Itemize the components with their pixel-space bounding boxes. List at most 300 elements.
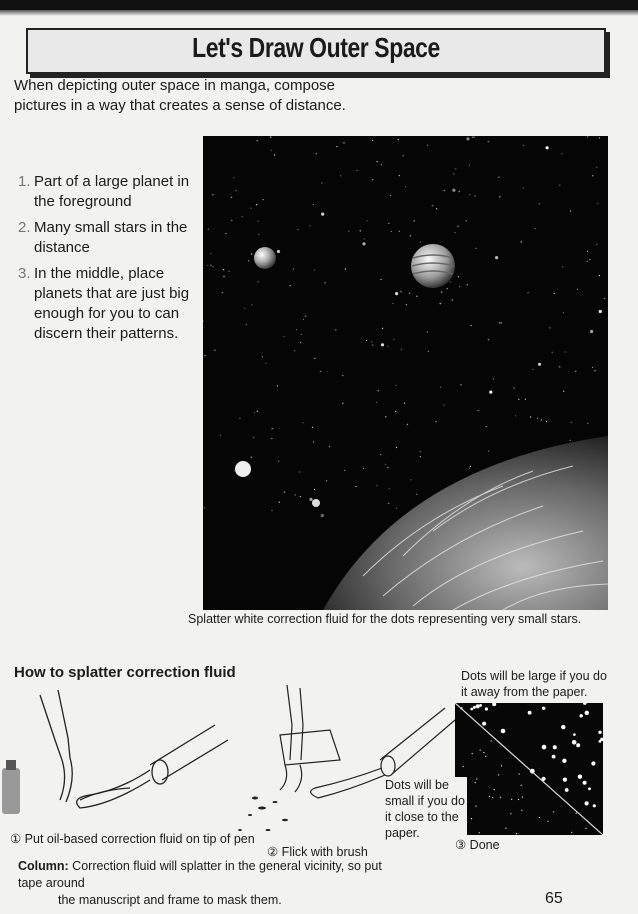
star-dot <box>372 140 373 141</box>
star-dot <box>495 256 498 259</box>
star-dot <box>239 418 240 419</box>
star-dot <box>482 722 486 726</box>
star-dot <box>528 711 532 715</box>
star-dot <box>476 806 477 807</box>
star-dot <box>519 773 520 774</box>
star-dot <box>236 190 237 191</box>
star-dot <box>355 486 356 487</box>
star-dot <box>251 253 252 254</box>
star-dot <box>483 752 484 753</box>
star-dot <box>427 331 428 332</box>
star-dot <box>223 276 224 277</box>
star-dot <box>382 328 383 329</box>
star-dot <box>262 356 263 357</box>
star-dot <box>563 391 564 392</box>
star-dot <box>479 832 480 833</box>
star-dot <box>591 761 595 765</box>
star-dot <box>549 327 550 328</box>
column-note <box>18 858 398 909</box>
star-dot <box>489 796 490 797</box>
star-dot <box>553 811 554 812</box>
star-dot <box>598 731 601 734</box>
star-dot <box>452 189 455 192</box>
star-dot <box>589 259 590 260</box>
star-dot <box>593 804 596 807</box>
step-label-one: ① Put oil-based correction fluid on tip of pen <box>10 832 255 846</box>
star-dot <box>466 137 469 140</box>
star-dot <box>475 248 476 249</box>
star-dot <box>485 707 488 710</box>
star-dot <box>599 275 600 276</box>
star-dot <box>432 205 433 206</box>
star-dot <box>212 194 213 195</box>
star-dot <box>500 797 501 798</box>
star-dot <box>303 319 304 320</box>
star-dot <box>207 265 208 266</box>
star-dot <box>488 339 489 340</box>
star-dot <box>313 204 314 205</box>
star-dot <box>329 446 330 447</box>
star-dot <box>585 711 589 715</box>
star-dot <box>251 457 252 458</box>
star-dot <box>399 231 400 232</box>
star-dot <box>248 260 249 261</box>
star-dot <box>312 427 313 428</box>
star-dot <box>301 334 302 335</box>
star-dot <box>395 385 396 386</box>
star-dot <box>233 177 234 178</box>
star-dot <box>400 291 401 292</box>
star-dot <box>546 146 549 149</box>
star-dot <box>523 145 524 146</box>
star-dot <box>313 441 314 442</box>
star-dot <box>561 153 562 154</box>
star-dot <box>498 774 499 775</box>
star-dot <box>360 230 361 231</box>
star-dot <box>565 351 566 352</box>
star-dot <box>587 423 588 424</box>
star-dot <box>398 139 399 140</box>
star-dot <box>493 378 494 379</box>
star-dot <box>604 298 605 299</box>
star-dot <box>494 789 495 790</box>
star-dot <box>300 496 301 497</box>
star-dot <box>272 428 273 429</box>
star-dot <box>518 399 519 400</box>
star-dot <box>257 411 258 412</box>
star-dot <box>345 268 346 269</box>
star-dot <box>296 329 297 330</box>
star-dot <box>572 740 577 745</box>
star-dot <box>597 203 598 204</box>
column-text-line2: the manuscript and frame to mask them. <box>58 893 282 907</box>
star-dot <box>371 341 372 342</box>
star-dot <box>300 342 301 343</box>
star-dot <box>393 339 394 340</box>
star-dot <box>441 292 442 293</box>
star-dot <box>530 416 531 417</box>
star-dot <box>231 220 232 221</box>
star-dot <box>401 349 402 350</box>
star-dot <box>228 271 229 272</box>
star-dot <box>391 231 392 232</box>
star-dot <box>279 502 280 503</box>
star-dot <box>580 714 583 717</box>
star-dot <box>539 817 540 818</box>
steps-list <box>18 172 203 350</box>
star-dot <box>546 421 547 422</box>
star-dot <box>428 351 429 352</box>
star-dot <box>271 510 272 511</box>
star-dot <box>342 375 343 376</box>
star-dot <box>577 289 578 290</box>
star-dot <box>392 303 393 304</box>
star-dot <box>377 161 378 162</box>
star-dot <box>476 778 477 779</box>
star-dot <box>528 292 529 293</box>
star-dot <box>583 703 587 705</box>
star-dot <box>436 208 437 209</box>
star-dot <box>253 437 254 438</box>
star-dot <box>587 136 588 137</box>
star-dot <box>407 424 408 425</box>
star-dot <box>563 312 564 313</box>
star-dot <box>475 195 476 196</box>
star-dot <box>385 464 386 465</box>
star-dot <box>492 797 493 798</box>
star-dot <box>378 390 379 391</box>
star-dot <box>594 370 595 371</box>
star-dot <box>223 269 224 270</box>
section-heading: How to splatter correction fluid <box>14 664 236 681</box>
star-dot <box>587 251 588 252</box>
star-dot <box>244 308 245 309</box>
star-dot <box>388 223 389 224</box>
star-dot <box>518 799 519 800</box>
star-dot <box>258 221 259 222</box>
star-dot <box>309 498 312 501</box>
star-dot <box>575 371 576 372</box>
star-dot <box>258 234 259 235</box>
star-dot <box>452 299 453 300</box>
star-dot <box>459 191 460 192</box>
star-dot <box>387 467 388 468</box>
star-dot <box>205 355 206 356</box>
star-dot <box>420 456 421 457</box>
star-dot <box>274 154 275 155</box>
star-dot <box>225 233 226 234</box>
star-dot <box>299 471 300 472</box>
star-dot <box>467 284 468 285</box>
pen-with-fluid-drawing <box>40 690 228 808</box>
star-dot <box>294 350 295 351</box>
star-dot <box>336 146 337 147</box>
star-dot <box>471 818 472 819</box>
star-dot <box>214 350 215 351</box>
star-dot <box>409 293 410 294</box>
star-dot <box>499 322 500 323</box>
star-dot <box>521 241 522 242</box>
star-dot <box>476 704 480 708</box>
star-dot <box>499 196 500 197</box>
star-dot <box>271 150 272 151</box>
star-dot <box>521 810 522 811</box>
star-dot <box>366 340 367 341</box>
star-dot <box>489 391 492 394</box>
star-dot <box>542 707 545 710</box>
step-item: 1. Part of a large planet in the foreground <box>18 173 190 210</box>
star-dot <box>321 213 324 216</box>
star-dot <box>469 468 470 469</box>
star-dot <box>314 358 315 359</box>
star-dot <box>592 175 593 176</box>
star-dot <box>563 778 567 782</box>
star-dot <box>210 253 211 254</box>
star-dot <box>590 330 593 333</box>
star-dot <box>372 345 373 346</box>
star-dot <box>290 285 291 286</box>
star-dot <box>485 756 486 757</box>
star-dot <box>585 828 586 829</box>
star-dot <box>459 286 460 287</box>
star-dot <box>320 371 321 372</box>
star-dot <box>450 281 451 282</box>
star-dot <box>498 177 499 178</box>
small-moon <box>235 461 251 477</box>
star-dot <box>469 194 470 195</box>
star-dot <box>539 203 540 204</box>
star-dot <box>525 399 526 400</box>
star-dot <box>516 833 517 834</box>
star-dot <box>542 745 547 750</box>
star-dot <box>453 173 454 174</box>
tiny-moon <box>312 499 320 507</box>
star-dot <box>501 765 502 766</box>
star-dot <box>457 226 458 227</box>
star-dot <box>460 384 461 385</box>
star-dot <box>204 507 205 508</box>
star-dot <box>444 405 445 406</box>
star-dot <box>562 759 566 763</box>
star-dot <box>390 195 391 196</box>
star-dot <box>263 199 264 200</box>
star-dot <box>251 304 252 305</box>
page-title: Let's Draw Outer Space <box>192 32 440 63</box>
title-banner <box>26 28 606 74</box>
star-dot <box>293 269 294 270</box>
star-dot <box>588 787 591 790</box>
star-dot <box>416 296 417 297</box>
star-dot <box>523 187 524 188</box>
star-dot <box>278 461 279 462</box>
star-dot <box>488 141 489 142</box>
star-dot <box>257 140 258 141</box>
star-dot <box>335 329 336 330</box>
star-dot <box>511 799 512 800</box>
star-dot <box>521 785 522 786</box>
star-dot <box>488 451 489 452</box>
star-dot <box>492 703 496 706</box>
star-dot <box>479 704 482 707</box>
star-dot <box>389 488 390 489</box>
star-dot <box>473 137 474 138</box>
star-dot <box>234 470 235 471</box>
star-dot <box>321 514 324 517</box>
star-dot <box>316 153 317 154</box>
star-dot <box>342 403 343 404</box>
star-dot <box>270 137 271 138</box>
star-dot <box>585 801 589 805</box>
star-dot <box>395 292 398 295</box>
star-dot <box>463 766 464 767</box>
star-dot <box>231 197 232 198</box>
star-dot <box>203 321 204 322</box>
star-dot <box>547 821 548 822</box>
star-dot <box>380 279 381 280</box>
star-dot <box>381 343 384 346</box>
star-dot <box>447 288 448 289</box>
outer-space-illustration <box>203 136 608 610</box>
star-dot <box>455 232 456 233</box>
star-dot <box>469 165 470 166</box>
star-dot <box>565 788 569 792</box>
star-dot <box>305 316 306 317</box>
done-example-panel <box>455 703 603 835</box>
star-dot <box>388 503 389 504</box>
star-dot <box>440 387 441 388</box>
star-dot <box>486 426 487 427</box>
step-label-three: ③ Done <box>455 838 500 852</box>
large-planet-foreground <box>323 436 608 610</box>
star-dot <box>242 216 243 217</box>
star-dot <box>470 708 473 711</box>
star-dot <box>583 781 587 785</box>
star-dot <box>535 228 536 229</box>
done-example-svg <box>455 703 603 835</box>
star-dot <box>571 832 572 833</box>
done-star-dots <box>459 703 603 834</box>
star-dot <box>405 186 406 187</box>
star-dot <box>576 743 580 747</box>
star-dot <box>376 485 377 486</box>
page-number: 65 <box>545 890 563 907</box>
diagonal-divider <box>455 703 603 835</box>
star-dot <box>321 182 322 183</box>
star-dot <box>297 229 298 230</box>
star-dot <box>403 155 404 156</box>
star-dot <box>356 170 357 171</box>
illustration-caption: Splatter white correction fluid for the dots representing very small stars. <box>188 612 582 626</box>
star-dot <box>472 753 473 754</box>
star-dot <box>587 261 588 262</box>
star-dot <box>387 346 388 347</box>
star-dot <box>599 137 600 138</box>
page-top-border <box>0 0 638 10</box>
star-dot <box>552 755 556 759</box>
star-dot <box>404 403 405 404</box>
star-dot <box>420 451 421 452</box>
star-dot <box>363 468 364 469</box>
star-dot <box>541 419 542 420</box>
star-dot <box>376 402 377 403</box>
star-dot <box>538 363 541 366</box>
star-dot <box>554 293 555 294</box>
star-dot <box>258 281 259 282</box>
star-dot <box>222 292 223 293</box>
star-dot <box>366 220 367 221</box>
star-dot <box>414 220 415 221</box>
page-top-shadow <box>0 10 638 16</box>
star-dot <box>254 412 255 413</box>
star-dot <box>212 266 213 267</box>
star-dot <box>302 422 303 423</box>
star-dot <box>314 269 315 270</box>
star-dot <box>271 438 272 439</box>
bottle-icon <box>2 760 20 814</box>
splatter-drops <box>238 797 288 832</box>
star-dot <box>570 440 571 441</box>
star-dot <box>561 725 565 729</box>
star-dot <box>381 164 382 165</box>
star-dot <box>501 729 506 734</box>
star-dot <box>513 388 514 389</box>
star-dot <box>250 208 251 209</box>
star-dot <box>596 167 597 168</box>
star-dot <box>473 706 476 709</box>
star-dot <box>552 352 553 353</box>
star-dot <box>410 235 411 236</box>
star-dot <box>576 813 577 814</box>
star-dot <box>246 324 247 325</box>
star-dot <box>326 480 327 481</box>
star-dot <box>510 813 511 814</box>
small-planet-left <box>254 247 276 269</box>
star-dot <box>475 782 476 783</box>
note-large-dots: Dots will be large if you do it away from the paper. <box>461 669 607 699</box>
star-dot <box>309 225 310 226</box>
star-dot <box>562 266 563 267</box>
star-dot <box>399 175 400 176</box>
star-dot <box>325 282 326 283</box>
star-dot <box>553 745 557 749</box>
star-dot <box>444 190 445 191</box>
star-dot <box>396 508 397 509</box>
star-dot <box>364 238 365 239</box>
star-dot <box>570 210 571 211</box>
star-dot <box>478 410 479 411</box>
star-dot <box>265 363 266 364</box>
star-dot <box>559 366 560 367</box>
star-dot <box>385 416 386 417</box>
star-dot <box>220 435 221 436</box>
star-dot <box>559 185 560 186</box>
star-dot <box>436 421 437 422</box>
star-dot <box>277 250 280 253</box>
step-item: 2. Many small stars in the distance <box>18 219 188 256</box>
star-dot <box>571 422 572 423</box>
space-scene-svg <box>203 136 608 610</box>
star-dot <box>599 310 602 313</box>
star-dot <box>537 418 538 419</box>
star-dot <box>256 204 257 205</box>
star-dot <box>380 454 381 455</box>
star-dot <box>210 265 211 266</box>
star-dot <box>410 479 411 480</box>
star-dot <box>395 411 396 412</box>
star-dot <box>344 470 345 471</box>
intro-text: When depicting outer space in manga, compose pictures in a way that creates a sense of distance. <box>14 77 346 114</box>
star-dot <box>284 492 285 493</box>
